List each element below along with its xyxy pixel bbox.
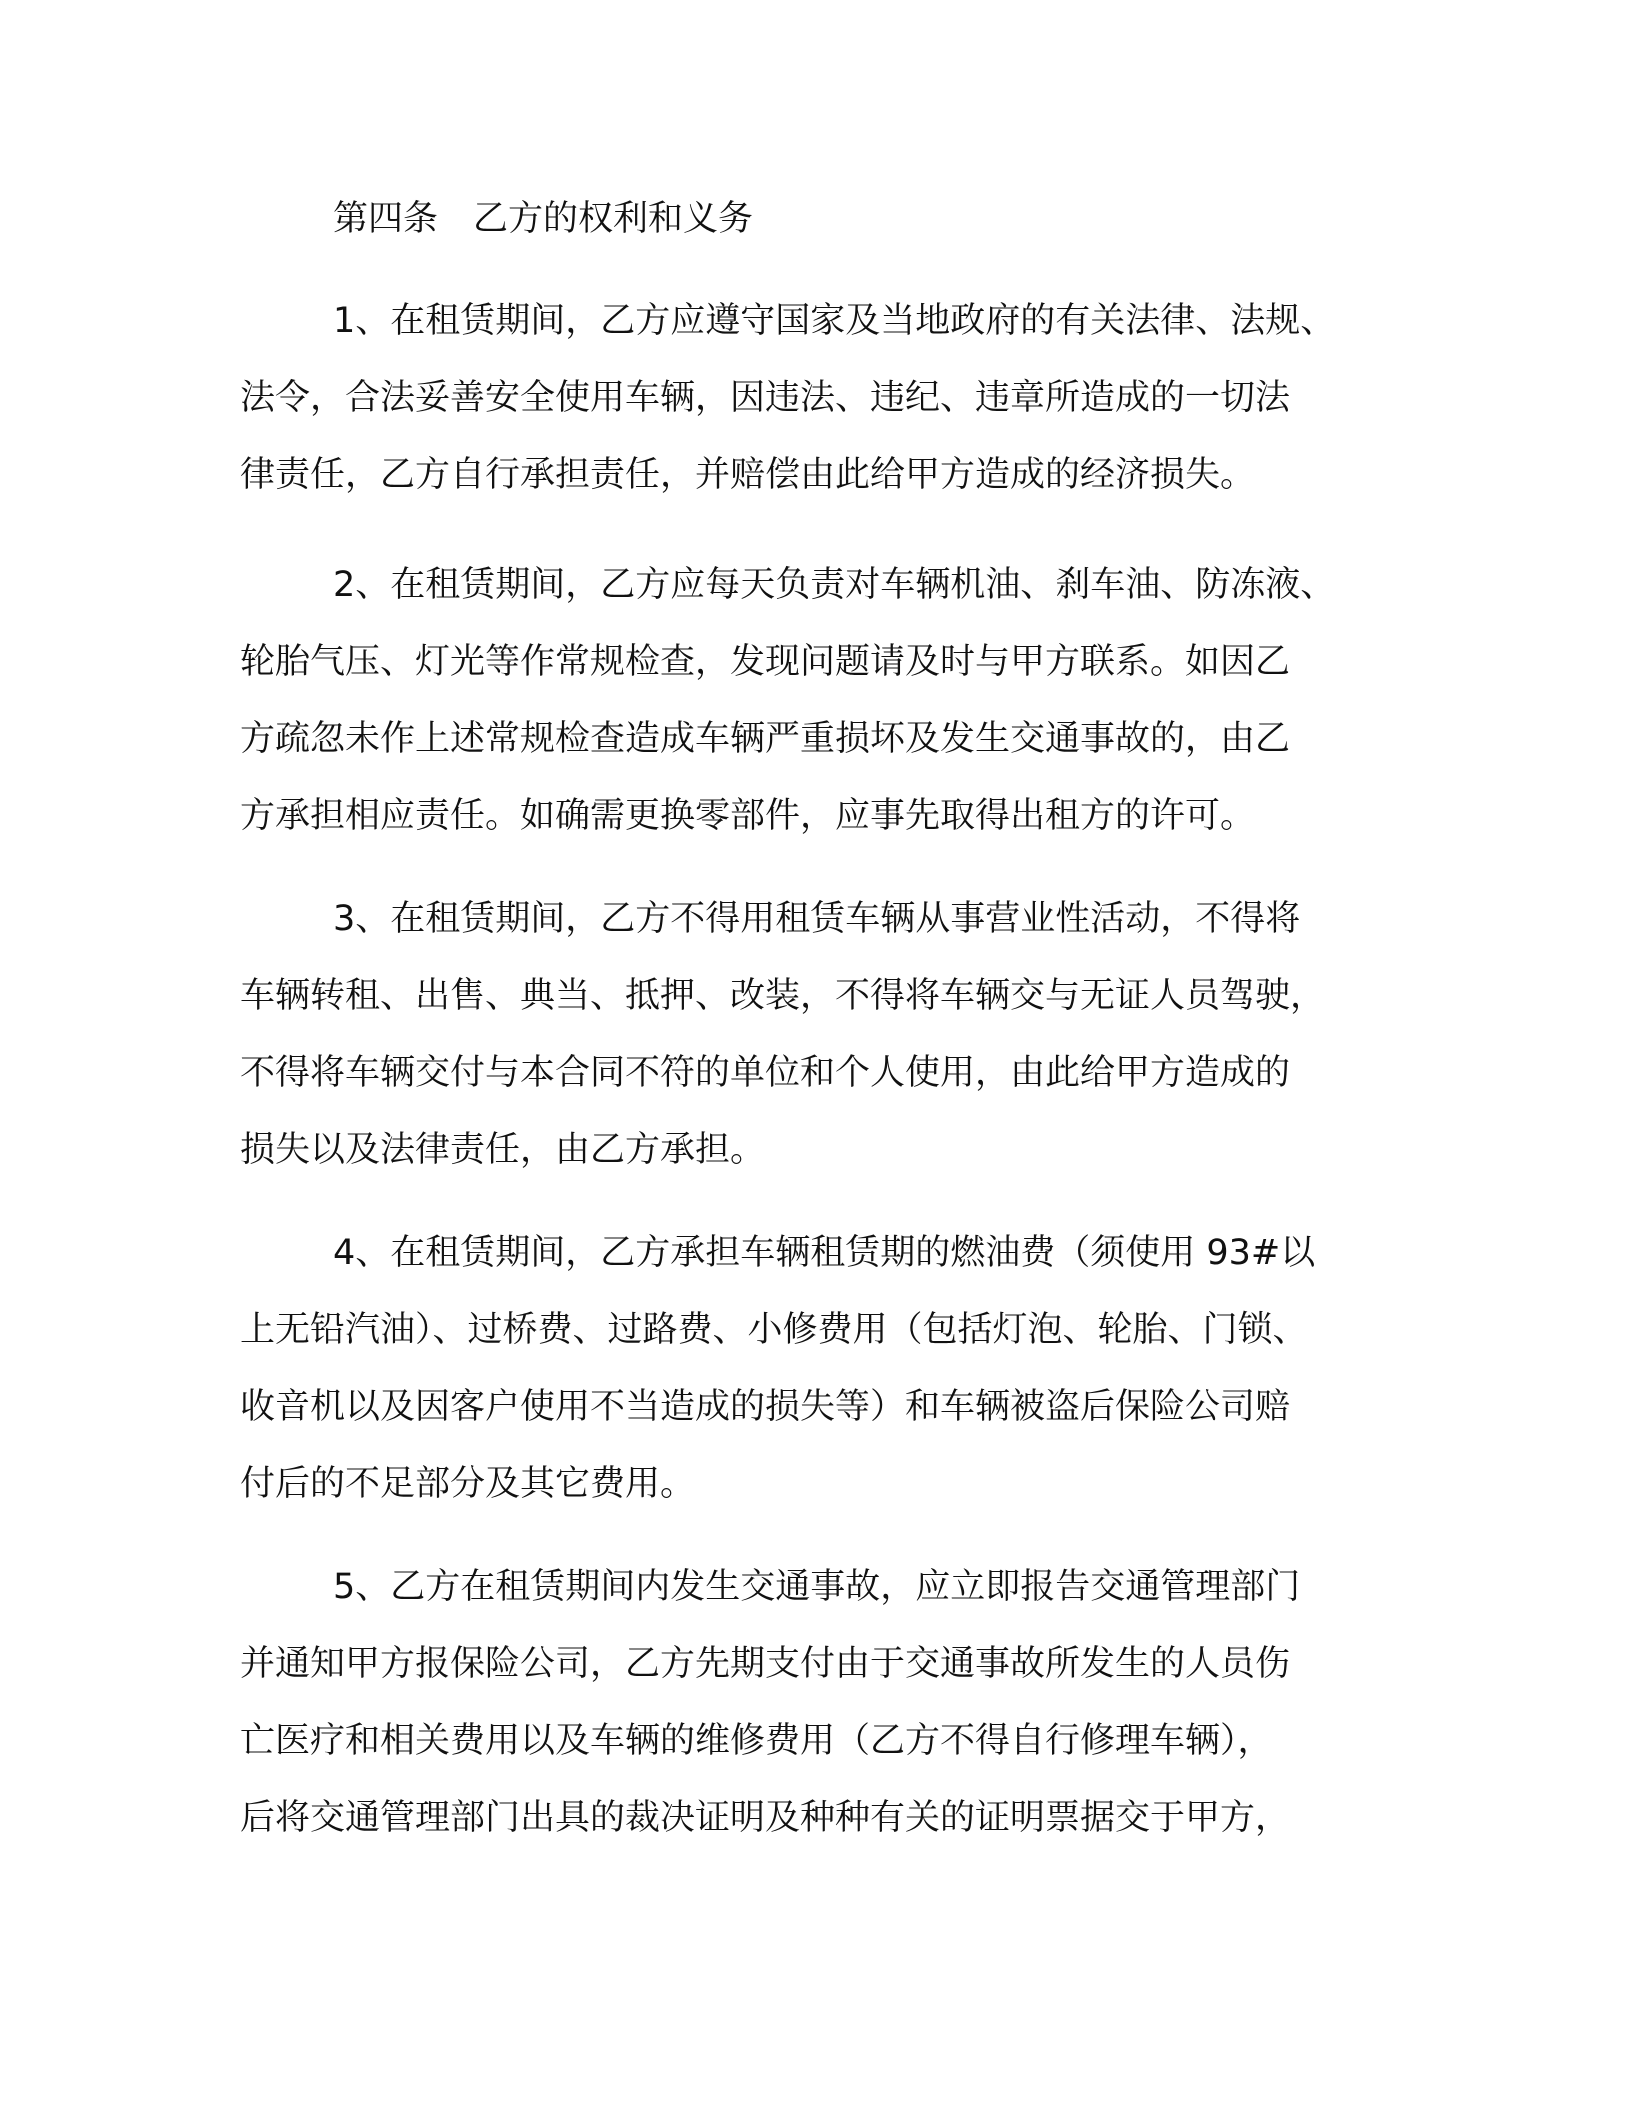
paragraph-2-line-2: 轮胎气压、灯光等作常规检查，发现问题请及时与甲方联系。如因乙: [240, 642, 1291, 682]
paragraph-3-line-2: 车辆转租、出售、典当、抵押、改装，不得将车辆交与无证人员驾驶，: [240, 976, 1326, 1016]
paragraph-4-line-2: 上无铅汽油）、过桥费、过路费、小修费用（包括灯泡、轮胎、门锁、: [240, 1310, 1308, 1350]
paragraph-5-line-4: 后将交通管理部门出具的裁决证明及种种有关的证明票据交于甲方，: [240, 1798, 1291, 1838]
paragraph-4-line-4: 付后的不足部分及其它费用。: [240, 1464, 696, 1504]
paragraph-3-line-4: 损失以及法律责任，由乙方承担。: [240, 1130, 766, 1170]
paragraph-4-line-1: 4、在租赁期间，乙方承担车辆租赁期的燃油费（须使用 93#以: [333, 1233, 1316, 1273]
paragraph-5-line-1: 5、乙方在租赁期间内发生交通事故，应立即报告交通管理部门: [333, 1567, 1301, 1607]
article-heading: 第四条 乙方的权利和义务: [333, 199, 754, 239]
paragraph-2-line-3: 方疏忽未作上述常规检查造成车辆严重损坏及发生交通事故的，由乙: [240, 719, 1291, 759]
paragraph-1-line-2: 法令，合法妥善安全使用车辆，因违法、违纪、违章所造成的一切法: [240, 378, 1291, 418]
paragraph-3-line-3: 不得将车辆交付与本合同不符的单位和个人使用，由此给甲方造成的: [240, 1053, 1291, 1093]
paragraph-2-line-1: 2、在租赁期间，乙方应每天负责对车辆机油、刹车油、防冻液、: [333, 565, 1336, 605]
paragraph-5-line-2: 并通知甲方报保险公司，乙方先期支付由于交通事故所发生的人员伤: [240, 1644, 1291, 1684]
paragraph-1-line-3: 律责任，乙方自行承担责任，并赔偿由此给甲方造成的经济损失。: [240, 455, 1256, 495]
paragraph-1-line-1: 1、在租赁期间，乙方应遵守国家及当地政府的有关法律、法规、: [333, 301, 1336, 341]
paragraph-3-line-1: 3、在租赁期间，乙方不得用租赁车辆从事营业性活动，不得将: [333, 899, 1301, 939]
paragraph-4-line-3: 收音机以及因客户使用不当造成的损失等）和车辆被盗后保险公司赔: [240, 1387, 1291, 1427]
paragraph-5-line-3: 亡医疗和相关费用以及车辆的维修费用（乙方不得自行修理车辆），: [240, 1721, 1273, 1761]
paragraph-2-line-4: 方承担相应责任。如确需更换零部件，应事先取得出租方的许可。: [240, 796, 1256, 836]
